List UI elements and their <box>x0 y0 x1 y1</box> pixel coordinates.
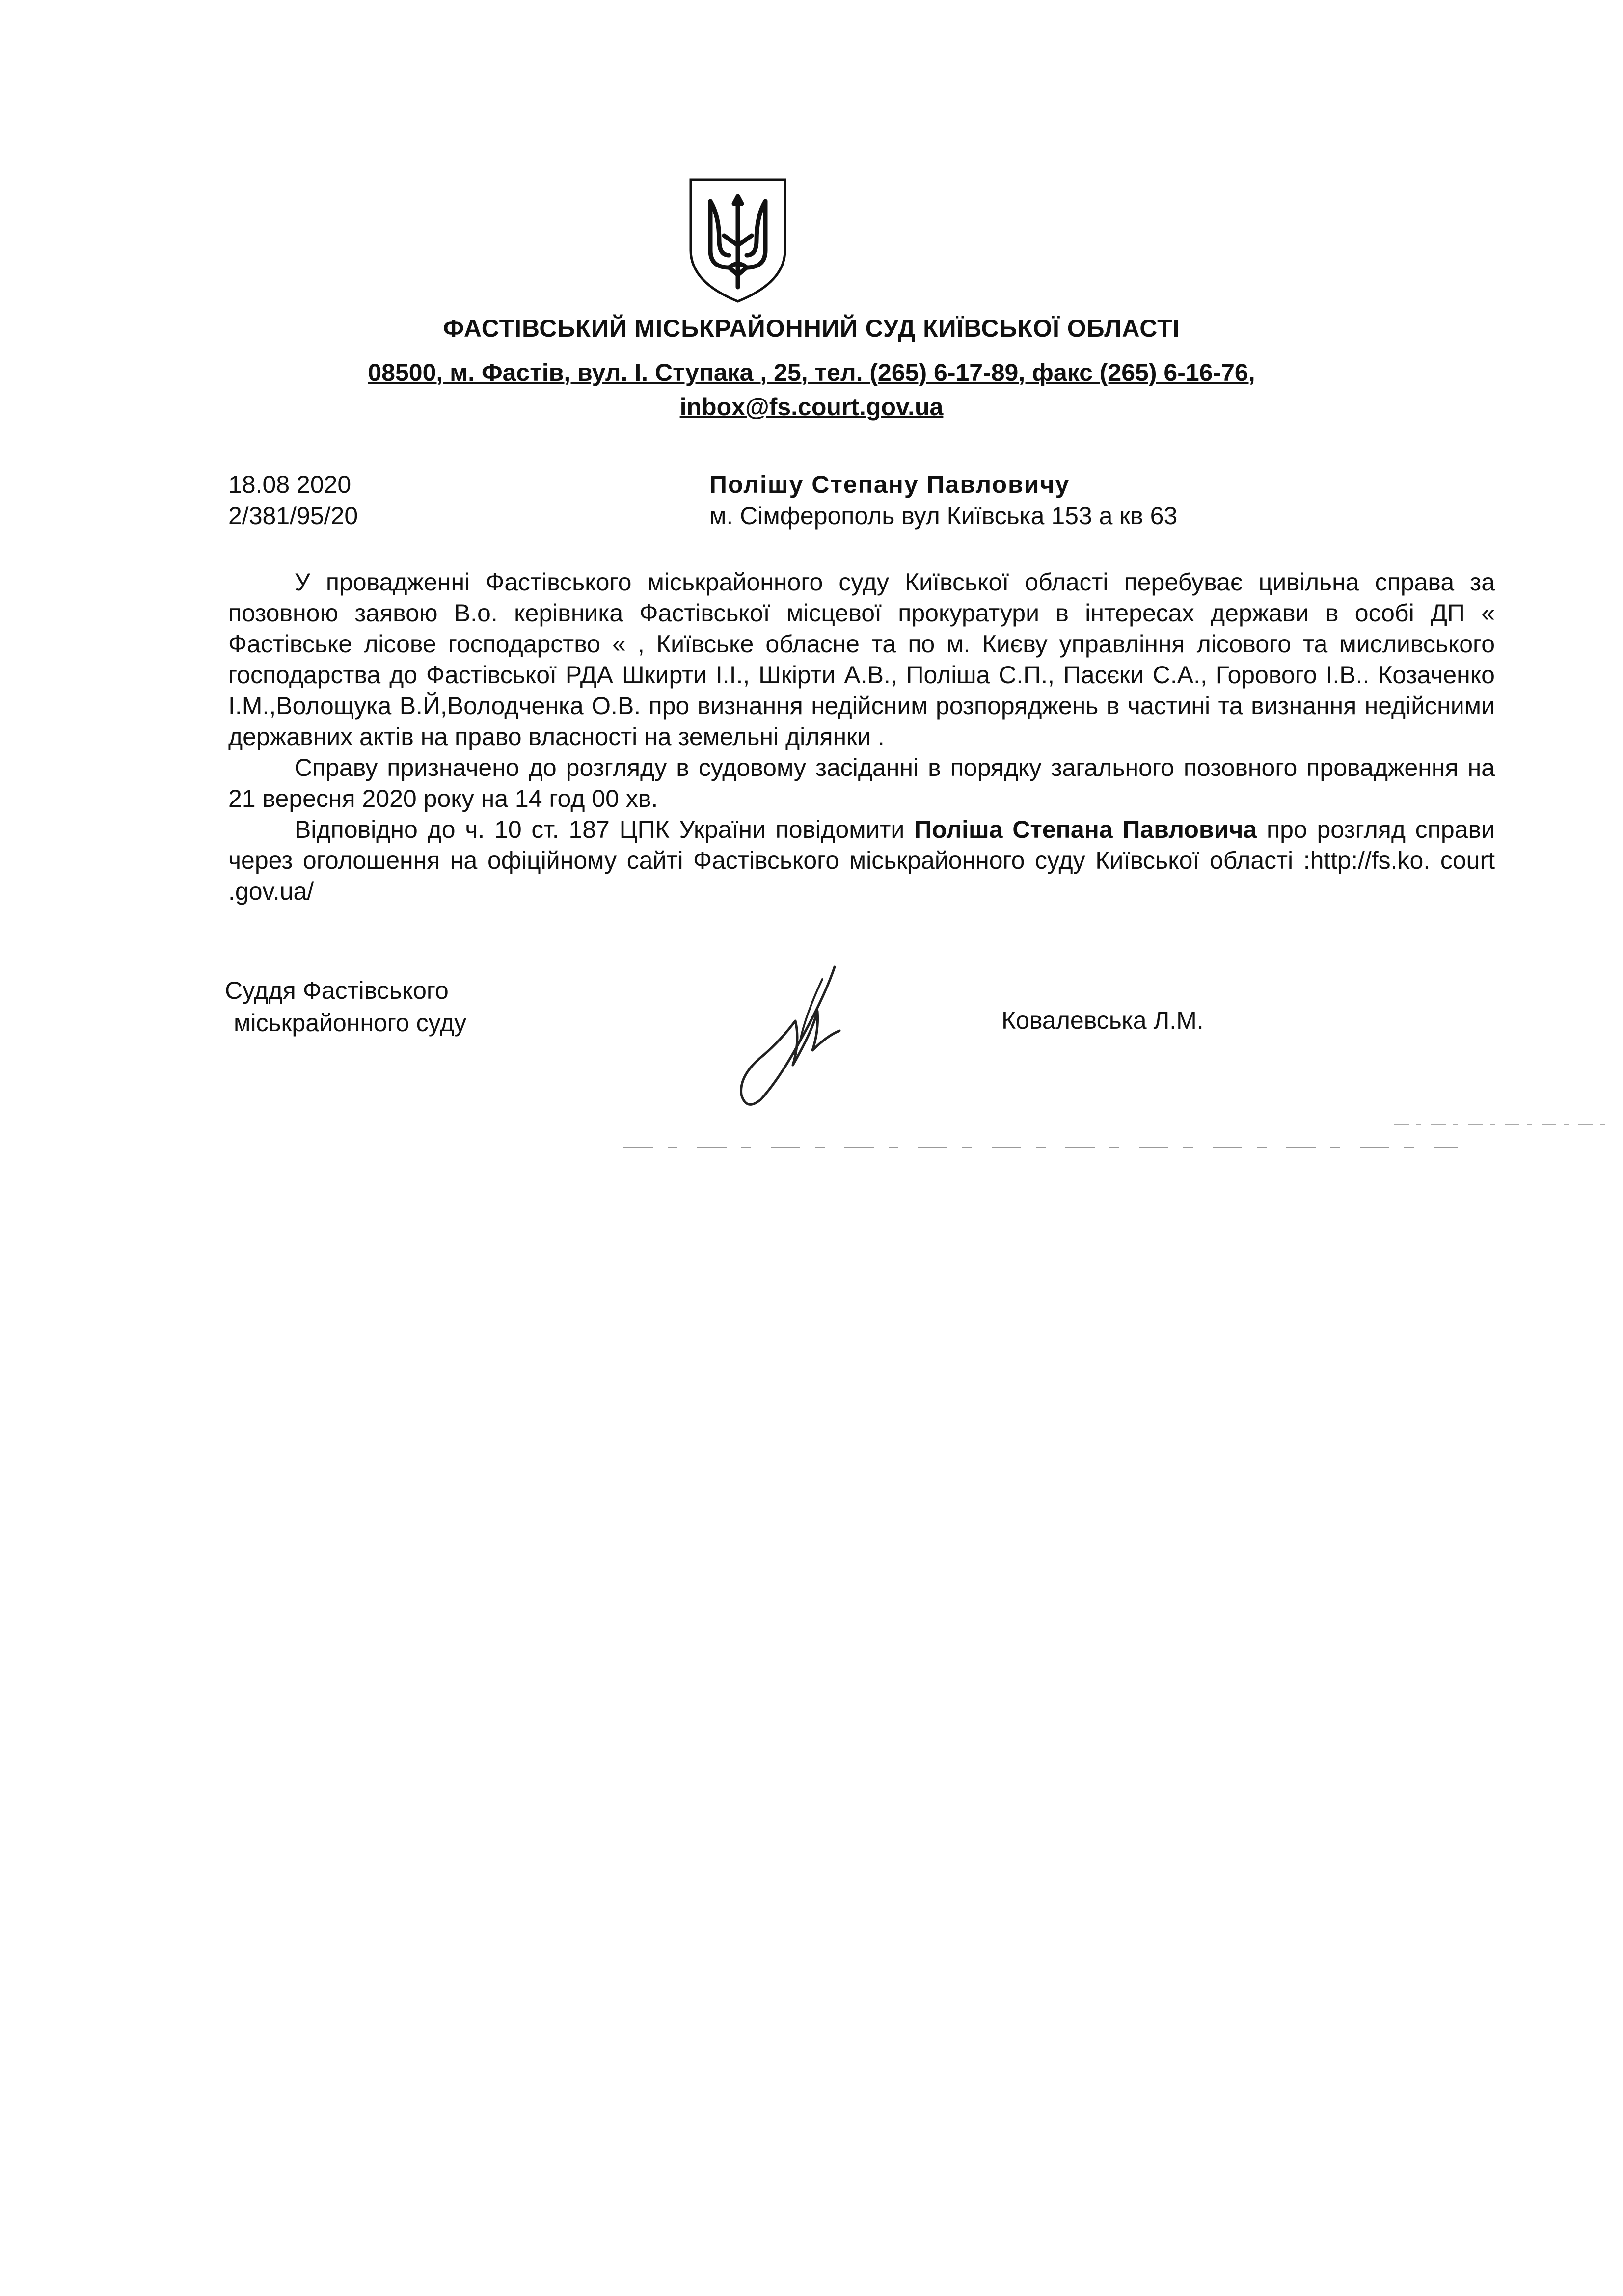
body-paragraph-2: Справу призначено до розгляду в судовому засіданні в порядку загального позовного провадження на 21 вересня 2020 року на 14 год 00 хв. <box>228 754 1495 812</box>
body-paragraph-1: У провадженні Фастівського міськрайонного суду Київської області перебуває цивільна справа за позовною заявою В.о. керівника Фастівської місцевої прокуратури в інтересах держави в особі ДП « Фастівське лісове господарство « , Київське обласне та по м. Києву управління лісового та мисливського господарства до Фастівської РДА Шкирти І.І., Шкірти А.В., Поліша С.П., Пасєки С.А., Горового І.В.. Козаченко І.М.,Волощука В.Й,Володченка О.В. про визнання недійсним розпоряджень в частині та визнання недійсними державних актів на право власності на земельні ділянки . <box>228 568 1495 750</box>
body-paragraph-3-end: про розгляд справи через оголошення на офіційному сайті Фастівського міськрайонного суду Київської області :http://fs.ko. court .gov.ua/ <box>228 816 1495 905</box>
addressee-block <box>709 469 1177 532</box>
judge-title <box>225 974 466 1039</box>
judge-title-line-2: міськрайонного суду <box>234 1009 467 1037</box>
scan-artifact-line <box>623 1146 1458 1148</box>
judge-title-line-1: Суддя Фастівського <box>225 977 449 1004</box>
letter-body <box>228 567 1495 907</box>
court-email: inbox@fs.court.gov.ua <box>679 393 944 421</box>
judge-name: Ковалевська Л.М. <box>1001 1007 1204 1034</box>
court-name: ФАСТІВСЬКИЙ МІСЬКРАЙОННИЙ СУД КИЇВСЬКОЇ ОБЛАСТІ <box>443 315 1180 342</box>
body-paragraph-3-start: Відповідно до ч. 10 ст. 187 ЦПК України повідомити <box>295 816 915 843</box>
document-reference: 2/381/95/20 <box>228 502 358 530</box>
handwritten-signature-icon <box>727 957 854 1114</box>
trident-coat-of-arms-icon <box>685 177 791 304</box>
body-paragraph-3 <box>228 814 1495 907</box>
addressee-address: м. Сімферополь вул Київська 153 а кв 63 <box>709 502 1178 530</box>
document-meta <box>228 469 358 532</box>
document-date: 18.08 2020 <box>228 471 352 498</box>
court-address: 08500, м. Фастів, вул. І. Ступака , 25, тел. (265) 6-17-89, факс (265) 6-16-76, <box>368 359 1255 386</box>
body-paragraph-3-bold-name: Поліша Степана Павловича <box>914 816 1257 843</box>
addressee-name: Полішу Степану Павловичу <box>709 471 1070 498</box>
scan-artifact-line <box>1394 1124 1610 1126</box>
